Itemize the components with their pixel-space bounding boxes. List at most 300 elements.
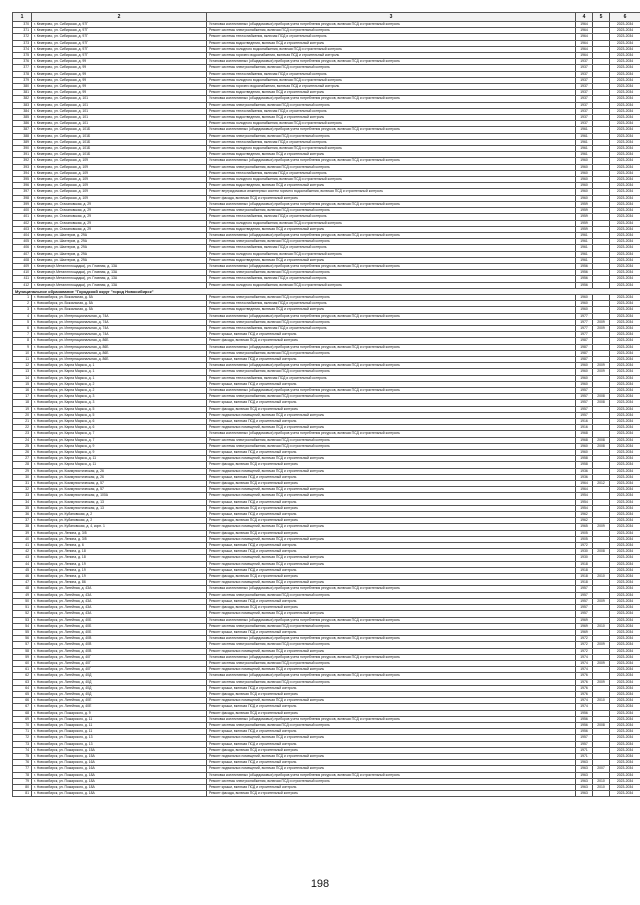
row-work-type: Ремонт внутридомовых инженерных систем горячего водоснабжения, включая ПСД и строительный контроль bbox=[207, 189, 576, 195]
row-planned-period: 2023-2034 bbox=[610, 338, 640, 344]
row-build-year: 1974 bbox=[576, 660, 593, 666]
row-planned-period: 2023-2034 bbox=[610, 195, 640, 201]
row-number: 60 bbox=[13, 660, 32, 666]
row-build-year: 1960 bbox=[576, 164, 593, 170]
row-work-type: Ремонт фасада, включая ПСД и строительный контроль bbox=[207, 195, 576, 201]
row-build-year: 1977 bbox=[576, 313, 593, 319]
row-number: 376 bbox=[13, 59, 32, 65]
header-col-3: 3 bbox=[207, 13, 576, 22]
row-planned-period: 2023-2034 bbox=[610, 419, 640, 425]
row-address: г. Кемерово, ул. Сибирская, д. 109 bbox=[32, 164, 207, 170]
row-address: г. Новосибирск, ул. Пожарского, д. 11 bbox=[32, 729, 207, 735]
row-build-year: 1957 bbox=[576, 605, 593, 611]
row-work-type: Ремонт системы электроснабжения, включая ПСД и строительный контроль bbox=[207, 239, 576, 245]
row-address: г. Кемерово, ул. Сибирская, д. 101Б bbox=[32, 152, 207, 158]
row-number: 410 bbox=[13, 270, 32, 276]
row-build-year: 1960 bbox=[576, 177, 593, 183]
row-address: г. Кемерово(п.Металлплощадка), ул. Главная, д. 13А bbox=[32, 282, 207, 288]
row-number: 380 bbox=[13, 84, 32, 90]
row-planned-period: 2023-2034 bbox=[610, 102, 640, 108]
row-address: г. Новосибирск, ул. Пожарского, д. 15А bbox=[32, 753, 207, 759]
row-number: 49 bbox=[13, 592, 32, 598]
row-work-type: Ремонт фасада, включая ПСД и строительный контроль bbox=[207, 530, 576, 536]
row-build-year: 1956 bbox=[576, 722, 593, 728]
row-work-type: Ремонт системы электроснабжения, включая ПСД и строительный контроль bbox=[207, 437, 576, 443]
row-number: 23 bbox=[13, 431, 32, 437]
row-work-type: Ремонт фасада, включая ПСД и строительный контроль bbox=[207, 574, 576, 580]
row-work-type: Ремонт крыши, включая ПСД и строительный контроль bbox=[207, 598, 576, 604]
row-number: 65 bbox=[13, 691, 32, 697]
row-planned-period: 2023-2034 bbox=[610, 784, 640, 790]
row-last-repair-year: 2008 bbox=[593, 400, 610, 406]
row-planned-period: 2023-2034 bbox=[610, 325, 640, 331]
row-planned-period: 2023-2034 bbox=[610, 363, 640, 369]
row-last-repair-year: 2008 bbox=[593, 443, 610, 449]
row-address: г. Новосибирск, ул. Карла Маркса, д. 5 bbox=[32, 406, 207, 412]
row-address: г. Новосибирск, ул. Пожарского, д. 13 bbox=[32, 741, 207, 747]
row-number: 64 bbox=[13, 685, 32, 691]
row-build-year: 1957 bbox=[576, 412, 593, 418]
row-build-year: 1974 bbox=[576, 667, 593, 673]
row-build-year: 1964 bbox=[576, 487, 593, 493]
row-address: г. Новосибирск, ул. Литейная, д. 40В bbox=[32, 636, 207, 642]
row-address: г. Новосибирск, ул. Карла Маркса, д. 11 bbox=[32, 456, 207, 462]
row-planned-period: 2023-2034 bbox=[610, 567, 640, 573]
row-work-type: Ремонт системы электроснабжения, включая ПСД и строительный контроль bbox=[207, 394, 576, 400]
row-number: 34 bbox=[13, 499, 32, 505]
row-last-repair-year: 2009 bbox=[593, 524, 610, 530]
row-build-year: 1937 bbox=[576, 115, 593, 121]
row-planned-period: 2023-2034 bbox=[610, 536, 640, 542]
row-address: г. Кемерово, ул. Стахановская, д. 29 bbox=[32, 214, 207, 220]
row-build-year: 1956 bbox=[576, 710, 593, 716]
row-work-type: Ремонт системы электроснабжения, включая ПСД и строительный контроль bbox=[207, 660, 576, 666]
row-planned-period: 2023-2034 bbox=[610, 518, 640, 524]
row-planned-period: 2023-2034 bbox=[610, 226, 640, 232]
row-address: г. Кемерово(п.Металлплощадка), ул. Главная, д. 13А bbox=[32, 276, 207, 282]
row-planned-period: 2023-2034 bbox=[610, 53, 640, 59]
row-planned-period: 2023-2034 bbox=[610, 332, 640, 338]
row-address: г. Новосибирск, ул. Карла Маркса, д. 5 bbox=[32, 412, 207, 418]
row-build-year: 1957 bbox=[576, 586, 593, 592]
row-build-year: 1964 bbox=[576, 34, 593, 40]
row-build-year: 1963 bbox=[576, 772, 593, 778]
row-build-year: 1961 bbox=[576, 146, 593, 152]
row-planned-period: 2023-2034 bbox=[610, 208, 640, 214]
row-work-type: Ремонт крыши, включая ПСД и строительный контроль bbox=[207, 567, 576, 573]
row-address: г. Новосибирск, ул. Литейная, д. 40Д bbox=[32, 691, 207, 697]
row-build-year: 1930 bbox=[576, 555, 593, 561]
row-work-type: Ремонт подвальных помещений, включая ПСД и строительный контроль bbox=[207, 766, 576, 772]
row-build-year: 1977 bbox=[576, 319, 593, 325]
row-work-type: Ремонт подвальных помещений, включая ПСД и строительный контроль bbox=[207, 561, 576, 567]
row-work-type: Ремонт системы электроснабжения, включая ПСД и строительный контроль bbox=[207, 350, 576, 356]
row-work-type: Ремонт системы теплоснабжения, включая ПСД и строительный контроль bbox=[207, 375, 576, 381]
row-address: г. Кемерово, ул. Сибирская, д. 97Г bbox=[32, 34, 207, 40]
row-work-type: Ремонт подвальных помещений, включая ПСД и строительный контроль bbox=[207, 536, 576, 542]
row-work-type: Ремонт крыши, включая ПСД и строительный контроль bbox=[207, 685, 576, 691]
row-planned-period: 2023-2034 bbox=[610, 356, 640, 362]
row-address: г. Кемерово, ул. Сибирская, д. 101 bbox=[32, 96, 207, 102]
row-number: 13 bbox=[13, 369, 32, 375]
row-address: г. Новосибирск, ул. Карла Маркса, д. 7 bbox=[32, 431, 207, 437]
row-planned-period: 2023-2034 bbox=[610, 561, 640, 567]
row-number: 17 bbox=[13, 394, 32, 400]
row-number: 15 bbox=[13, 381, 32, 387]
row-build-year: 1960 bbox=[576, 450, 593, 456]
row-number: 78 bbox=[13, 772, 32, 778]
row-planned-period: 2023-2034 bbox=[610, 220, 640, 226]
row-number: 409 bbox=[13, 263, 32, 269]
row-build-year: 1963 bbox=[576, 778, 593, 784]
row-work-type: Установка коллективных (общедомовых) приборов учета потребления ресурсов, включая ПСД и строительный контроль bbox=[207, 617, 576, 623]
row-number: 20 bbox=[13, 412, 32, 418]
row-work-type: Ремонт системы теплоснабжения, включая ПСД и строительный контроль bbox=[207, 71, 576, 77]
row-planned-period: 2023-2034 bbox=[610, 183, 640, 189]
row-number: 7 bbox=[13, 332, 32, 338]
row-last-repair-year: 2009 bbox=[593, 660, 610, 666]
row-work-type: Ремонт системы теплоснабжения, включая ПСД и строительный контроль bbox=[207, 301, 576, 307]
row-work-type: Установка коллективных (общедомовых) приборов учета потребления ресурсов, включая ПСД и строительный контроль bbox=[207, 586, 576, 592]
row-build-year: 1956 bbox=[576, 263, 593, 269]
row-address: г. Новосибирск, ул. Вокзальная, д. 5А bbox=[32, 307, 207, 313]
row-work-type: Ремонт крыши, включая ПСД и строительный контроль bbox=[207, 549, 576, 555]
row-number: 29 bbox=[13, 468, 32, 474]
row-planned-period: 2023-2034 bbox=[610, 691, 640, 697]
row-address: г. Новосибирск, ул. Ленина, д. 18 bbox=[32, 549, 207, 555]
row-build-year: 1963 bbox=[576, 760, 593, 766]
row-work-type: Ремонт системы электроснабжения, включая ПСД и строительный контроль bbox=[207, 270, 576, 276]
row-address: г. Кемерово, ул. Сибирская, д. 109 bbox=[32, 170, 207, 176]
row-address: г. Новосибирск, ул. Интернациональная, д. 74А bbox=[32, 332, 207, 338]
row-build-year: 1976 bbox=[576, 685, 593, 691]
row-number: 397 bbox=[13, 189, 32, 195]
row-planned-period: 2023-2034 bbox=[610, 121, 640, 127]
row-number: 62 bbox=[13, 673, 32, 679]
row-address: г. Новосибирск, ул. Коммунистическая, д. 57 bbox=[32, 481, 207, 487]
row-number: 25 bbox=[13, 443, 32, 449]
page-number: 198 bbox=[310, 878, 330, 890]
row-number: 52 bbox=[13, 611, 32, 617]
row-address: г. Кемерово, ул. Сибирская, д. 109 bbox=[32, 195, 207, 201]
row-number: 61 bbox=[13, 667, 32, 673]
row-number: 44 bbox=[13, 561, 32, 567]
row-planned-period: 2023-2034 bbox=[610, 425, 640, 431]
row-number: 389 bbox=[13, 139, 32, 145]
row-number: 46 bbox=[13, 574, 32, 580]
row-build-year: 1987 bbox=[576, 356, 593, 362]
row-address: г. Кемерово, ул. Сибирская, д. 101 bbox=[32, 102, 207, 108]
row-planned-period: 2023-2034 bbox=[610, 474, 640, 480]
row-build-year: 1957 bbox=[576, 592, 593, 598]
row-work-type: Ремонт фасада, включая ПСД и строительный контроль bbox=[207, 406, 576, 412]
row-work-type: Ремонт крыши, включая ПСД и строительный контроль bbox=[207, 332, 576, 338]
row-build-year: 1918 bbox=[576, 561, 593, 567]
row-planned-period: 2023-2034 bbox=[610, 722, 640, 728]
row-build-year: 1918 bbox=[576, 567, 593, 573]
row-build-year: 1936 bbox=[576, 468, 593, 474]
row-build-year: 1960 bbox=[576, 301, 593, 307]
row-work-type: Ремонт системы электроснабжения, включая ПСД и строительный контроль bbox=[207, 208, 576, 214]
row-planned-period: 2023-2034 bbox=[610, 611, 640, 617]
row-build-year: 1976 bbox=[576, 673, 593, 679]
row-last-repair-year: 2009 bbox=[593, 319, 610, 325]
row-planned-period: 2023-2034 bbox=[610, 22, 640, 28]
row-work-type: Ремонт крыши, включая ПСД и строительный контроль bbox=[207, 543, 576, 549]
row-planned-period: 2023-2034 bbox=[610, 778, 640, 784]
row-work-type: Ремонт подвальных помещений, включая ПСД и строительный контроль bbox=[207, 648, 576, 654]
row-work-type: Ремонт фасада, включая ПСД и строительный контроль bbox=[207, 747, 576, 753]
row-work-type: Ремонт системы теплоснабжения, включая ПСД и строительный контроль bbox=[207, 214, 576, 220]
row-work-type: Ремонт системы электроснабжения, включая ПСД и строительный контроль bbox=[207, 28, 576, 34]
row-address: г. Новосибирск, ул. Пожарского, д. 15А bbox=[32, 747, 207, 753]
row-work-type: Ремонт системы электроснабжения, включая ПСД и строительный контроль bbox=[207, 102, 576, 108]
row-number: 72 bbox=[13, 735, 32, 741]
row-planned-period: 2023-2034 bbox=[610, 232, 640, 238]
row-number: 55 bbox=[13, 629, 32, 635]
row-number: 54 bbox=[13, 623, 32, 629]
row-number: 22 bbox=[13, 425, 32, 431]
row-build-year: 1905 bbox=[576, 536, 593, 542]
row-number: 50 bbox=[13, 598, 32, 604]
row-number: 48 bbox=[13, 586, 32, 592]
row-address: г. Кемерово, ул. Сибирская, д. 97Г bbox=[32, 46, 207, 52]
row-planned-period: 2023-2034 bbox=[610, 543, 640, 549]
row-build-year: 1957 bbox=[576, 741, 593, 747]
row-build-year: 1964 bbox=[576, 22, 593, 28]
row-planned-period: 2023-2034 bbox=[610, 375, 640, 381]
row-address: г. Новосибирск, ул. Карла Маркса, д. 9 bbox=[32, 450, 207, 456]
row-planned-period: 2023-2034 bbox=[610, 617, 640, 623]
header-col-5: 5 bbox=[593, 13, 610, 22]
row-number: 18 bbox=[13, 400, 32, 406]
row-number: 67 bbox=[13, 704, 32, 710]
row-address: г. Кемерово(п.Металлплощадка), ул. Главная, д. 13А bbox=[32, 270, 207, 276]
row-work-type: Ремонт фасада, включая ПСД и строительный контроль bbox=[207, 462, 576, 468]
row-build-year: 1957 bbox=[576, 387, 593, 393]
row-planned-period: 2023-2034 bbox=[610, 34, 640, 40]
row-number: 392 bbox=[13, 158, 32, 164]
row-address: г. Новосибирск, ул. Карла Маркса, д. 1 bbox=[32, 375, 207, 381]
row-number: 81 bbox=[13, 791, 32, 797]
row-number: 30 bbox=[13, 474, 32, 480]
row-work-type: Ремонт системы электроснабжения, включая ПСД и строительный контроль bbox=[207, 294, 576, 300]
row-build-year: 1965 bbox=[576, 524, 593, 530]
row-address: г. Новосибирск, ул. Коммунистическая, д. 57 bbox=[32, 487, 207, 493]
row-planned-period: 2023-2034 bbox=[610, 77, 640, 83]
row-address: г. Новосибирск, ул. Коммунистическая, д. 13 bbox=[32, 499, 207, 505]
row-build-year: 1964 bbox=[576, 53, 593, 59]
row-number: 382 bbox=[13, 96, 32, 102]
row-planned-period: 2023-2034 bbox=[610, 257, 640, 263]
row-build-year: 1937 bbox=[576, 90, 593, 96]
row-work-type: Ремонт системы электроснабжения, включая ПСД и строительный контроль bbox=[207, 592, 576, 598]
row-planned-period: 2023-2034 bbox=[610, 673, 640, 679]
row-work-type: Ремонт крыши, включая ПСД и строительный контроль bbox=[207, 512, 576, 518]
row-address: г. Новосибирск, ул. Литейная, д. 43А bbox=[32, 611, 207, 617]
row-address: г. Новосибирск, ул. Интернациональная, д. 86Б bbox=[32, 344, 207, 350]
row-number: 398 bbox=[13, 195, 32, 201]
row-work-type: Ремонт фасада, включая ПСД и строительный контроль bbox=[207, 518, 576, 524]
row-planned-period: 2023-2034 bbox=[610, 735, 640, 741]
header-col-2: 2 bbox=[32, 13, 207, 22]
row-address: г. Кемерово, ул. Стахановская, д. 29 bbox=[32, 208, 207, 214]
row-address: г. Новосибирск, ул. Литейная, д. 40Б bbox=[32, 629, 207, 635]
row-address: г. Новосибирск, ул. Интернациональная, д. 86Б bbox=[32, 338, 207, 344]
row-address: г. Новосибирск, ул. Карла Маркса, д. 7 bbox=[32, 437, 207, 443]
row-work-type: Ремонт системы холодного водоснабжения, включая ПСД и строительный контроль bbox=[207, 251, 576, 257]
row-planned-period: 2023-2034 bbox=[610, 512, 640, 518]
row-number: 66 bbox=[13, 698, 32, 704]
row-number: 47 bbox=[13, 580, 32, 586]
table-row bbox=[13, 791, 640, 797]
row-build-year: 1937 bbox=[576, 108, 593, 114]
row-address: г. Новосибирск, ул. Кубановская, д. 2 bbox=[32, 512, 207, 518]
row-address: г. Кемерово, ул. Сибирская, д. 101 bbox=[32, 121, 207, 127]
row-work-type: Установка коллективных (общедомовых) приборов учета потребления ресурсов, включая ПСД и строительный контроль bbox=[207, 232, 576, 238]
row-planned-period: 2023-2034 bbox=[610, 282, 640, 288]
row-address: г. Новосибирск, ул. Литейная, д. 40Б bbox=[32, 623, 207, 629]
row-work-type: Ремонт системы холодного водоснабжения, включая ПСД и строительный контроль bbox=[207, 146, 576, 152]
row-address: г. Новосибирск, ул. Литейная, д. 40Д bbox=[32, 673, 207, 679]
row-build-year: 1961 bbox=[576, 245, 593, 251]
row-number: 377 bbox=[13, 65, 32, 71]
row-planned-period: 2023-2034 bbox=[610, 648, 640, 654]
row-address: г. Новосибирск, ул. Коммунистическая, д. 26 bbox=[32, 474, 207, 480]
row-address: г. Новосибирск, ул. Интернациональная, д. 74А bbox=[32, 319, 207, 325]
row-planned-period: 2023-2034 bbox=[610, 791, 640, 797]
row-number: 386 bbox=[13, 121, 32, 127]
row-planned-period: 2023-2034 bbox=[610, 201, 640, 207]
row-number: 1 bbox=[13, 294, 32, 300]
row-number: 51 bbox=[13, 605, 32, 611]
row-work-type: Установка коллективных (общедомовых) приборов учета потребления ресурсов, включая ПСД и строительный контроль bbox=[207, 96, 576, 102]
row-planned-period: 2023-2034 bbox=[610, 127, 640, 133]
row-address: г. Новосибирск, ул. Литейная, д. 40Е bbox=[32, 704, 207, 710]
row-planned-period: 2023-2034 bbox=[610, 177, 640, 183]
row-work-type: Установка коллективных (общедомовых) приборов учета потребления ресурсов, включая ПСД и строительный контроль bbox=[207, 22, 576, 28]
row-number: 59 bbox=[13, 654, 32, 660]
row-last-repair-year: 2010 bbox=[593, 698, 610, 704]
row-work-type: Ремонт системы электроснабжения, включая ПСД и строительный контроль bbox=[207, 722, 576, 728]
row-number: 399 bbox=[13, 201, 32, 207]
row-build-year: 1960 bbox=[576, 375, 593, 381]
row-number: 385 bbox=[13, 115, 32, 121]
row-build-year: 1961 bbox=[576, 139, 593, 145]
row-build-year: 1960 bbox=[576, 158, 593, 164]
row-work-type: Ремонт системы водоотведения, включая ПСД и строительный контроль bbox=[207, 152, 576, 158]
row-work-type: Ремонт крыши, включая ПСД и строительный контроль bbox=[207, 381, 576, 387]
row-number: 406 bbox=[13, 245, 32, 251]
row-number: 9 bbox=[13, 344, 32, 350]
row-last-repair-year: 2009 bbox=[593, 679, 610, 685]
row-work-type: Ремонт системы теплоснабжения, включая ПСД и строительный контроль bbox=[207, 245, 576, 251]
row-build-year: 1960 bbox=[576, 381, 593, 387]
row-number: 12 bbox=[13, 363, 32, 369]
row-address: г. Кемерово, ул. Сибирская, д. 101Б bbox=[32, 139, 207, 145]
row-last-repair-year: 2009 bbox=[593, 642, 610, 648]
row-build-year: 1971 bbox=[576, 747, 593, 753]
row-planned-period: 2023-2034 bbox=[610, 406, 640, 412]
row-work-type: Ремонт подвальных помещений, включая ПСД и строительный контроль bbox=[207, 735, 576, 741]
row-work-type: Ремонт системы электроснабжения, включая ПСД и строительный контроль bbox=[207, 679, 576, 685]
row-planned-period: 2023-2034 bbox=[610, 654, 640, 660]
row-planned-period: 2023-2034 bbox=[610, 59, 640, 65]
row-work-type: Ремонт крыши, включая ПСД и строительный контроль bbox=[207, 450, 576, 456]
row-number: 35 bbox=[13, 505, 32, 511]
row-planned-period: 2023-2034 bbox=[610, 139, 640, 145]
row-build-year: 1957 bbox=[576, 406, 593, 412]
row-build-year: 1937 bbox=[576, 121, 593, 127]
row-address: г. Новосибирск, ул. Литейная, д. 40В bbox=[32, 642, 207, 648]
row-build-year: 1961 bbox=[576, 232, 593, 238]
row-planned-period: 2023-2034 bbox=[610, 431, 640, 437]
row-build-year: 1962 bbox=[576, 518, 593, 524]
row-planned-period: 2023-2034 bbox=[610, 505, 640, 511]
row-build-year: 1962 bbox=[576, 512, 593, 518]
row-work-type: Ремонт системы электроснабжения, включая ПСД и строительный контроль bbox=[207, 369, 576, 375]
row-planned-period: 2023-2034 bbox=[610, 152, 640, 158]
row-work-type: Ремонт системы теплоснабжения, включая ПСД и строительный контроль bbox=[207, 34, 576, 40]
row-address: г. Новосибирск, ул. Литейная, д. 40Г bbox=[32, 660, 207, 666]
row-work-type: Ремонт системы водоотведения, включая ПСД и строительный контроль bbox=[207, 307, 576, 313]
row-number: 4 bbox=[13, 313, 32, 319]
row-number: 390 bbox=[13, 146, 32, 152]
row-address: г. Новосибирск, ул. Карла Маркса, д. 3 bbox=[32, 400, 207, 406]
row-planned-period: 2023-2034 bbox=[610, 555, 640, 561]
row-build-year: 1961 bbox=[576, 239, 593, 245]
row-build-year: 1937 bbox=[576, 102, 593, 108]
row-address: г. Кемерово, ул. Шахтеров, д. 29А bbox=[32, 245, 207, 251]
row-number: 45 bbox=[13, 567, 32, 573]
row-planned-period: 2023-2034 bbox=[610, 729, 640, 735]
header-col-1: 1 bbox=[13, 13, 32, 22]
row-planned-period: 2023-2034 bbox=[610, 313, 640, 319]
row-number: 394 bbox=[13, 170, 32, 176]
row-address: г. Кемерово, ул. Сибирская, д. 99 bbox=[32, 59, 207, 65]
row-build-year: 1968 bbox=[576, 437, 593, 443]
row-build-year: 1956 bbox=[576, 716, 593, 722]
row-work-type: Ремонт системы электроснабжения, включая ПСД и строительный контроль bbox=[207, 319, 576, 325]
row-planned-period: 2023-2034 bbox=[610, 760, 640, 766]
row-work-type: Ремонт подвальных помещений, включая ПСД и строительный контроль bbox=[207, 468, 576, 474]
row-work-type: Ремонт системы электроснабжения, включая ПСД и строительный контроль bbox=[207, 778, 576, 784]
row-address: г. Кемерово, ул. Сибирская, д. 109 bbox=[32, 183, 207, 189]
row-build-year: 1937 bbox=[576, 59, 593, 65]
row-work-type: Ремонт крыши, включая ПСД и строительный контроль bbox=[207, 704, 576, 710]
row-number: 388 bbox=[13, 133, 32, 139]
row-number: 33 bbox=[13, 493, 32, 499]
row-planned-period: 2023-2034 bbox=[610, 698, 640, 704]
row-number: 26 bbox=[13, 450, 32, 456]
row-planned-period: 2023-2034 bbox=[610, 28, 640, 34]
row-last-repair-year: 2012 bbox=[593, 481, 610, 487]
row-last-repair-year bbox=[593, 791, 610, 797]
row-number: 21 bbox=[13, 419, 32, 425]
row-planned-period: 2023-2034 bbox=[610, 493, 640, 499]
row-work-type: Ремонт системы горячего водоснабжения, включая ПСД и строительный контроль bbox=[207, 53, 576, 59]
row-address: г. Новосибирск, ул. Пожарского, д. 18А bbox=[32, 772, 207, 778]
row-planned-period: 2023-2034 bbox=[610, 65, 640, 71]
row-address: г. Новосибирск, ул. Карла Маркса, д. 1 bbox=[32, 369, 207, 375]
row-work-type: Ремонт системы горячего водоснабжения, включая ПСД и строительный контроль bbox=[207, 84, 576, 90]
row-number: 395 bbox=[13, 177, 32, 183]
row-number: 71 bbox=[13, 729, 32, 735]
row-build-year: 1960 bbox=[576, 189, 593, 195]
row-planned-period: 2023-2034 bbox=[610, 158, 640, 164]
row-address: г. Новосибирск, ул. Интернациональная, д. 74А bbox=[32, 313, 207, 319]
row-number: 58 bbox=[13, 648, 32, 654]
